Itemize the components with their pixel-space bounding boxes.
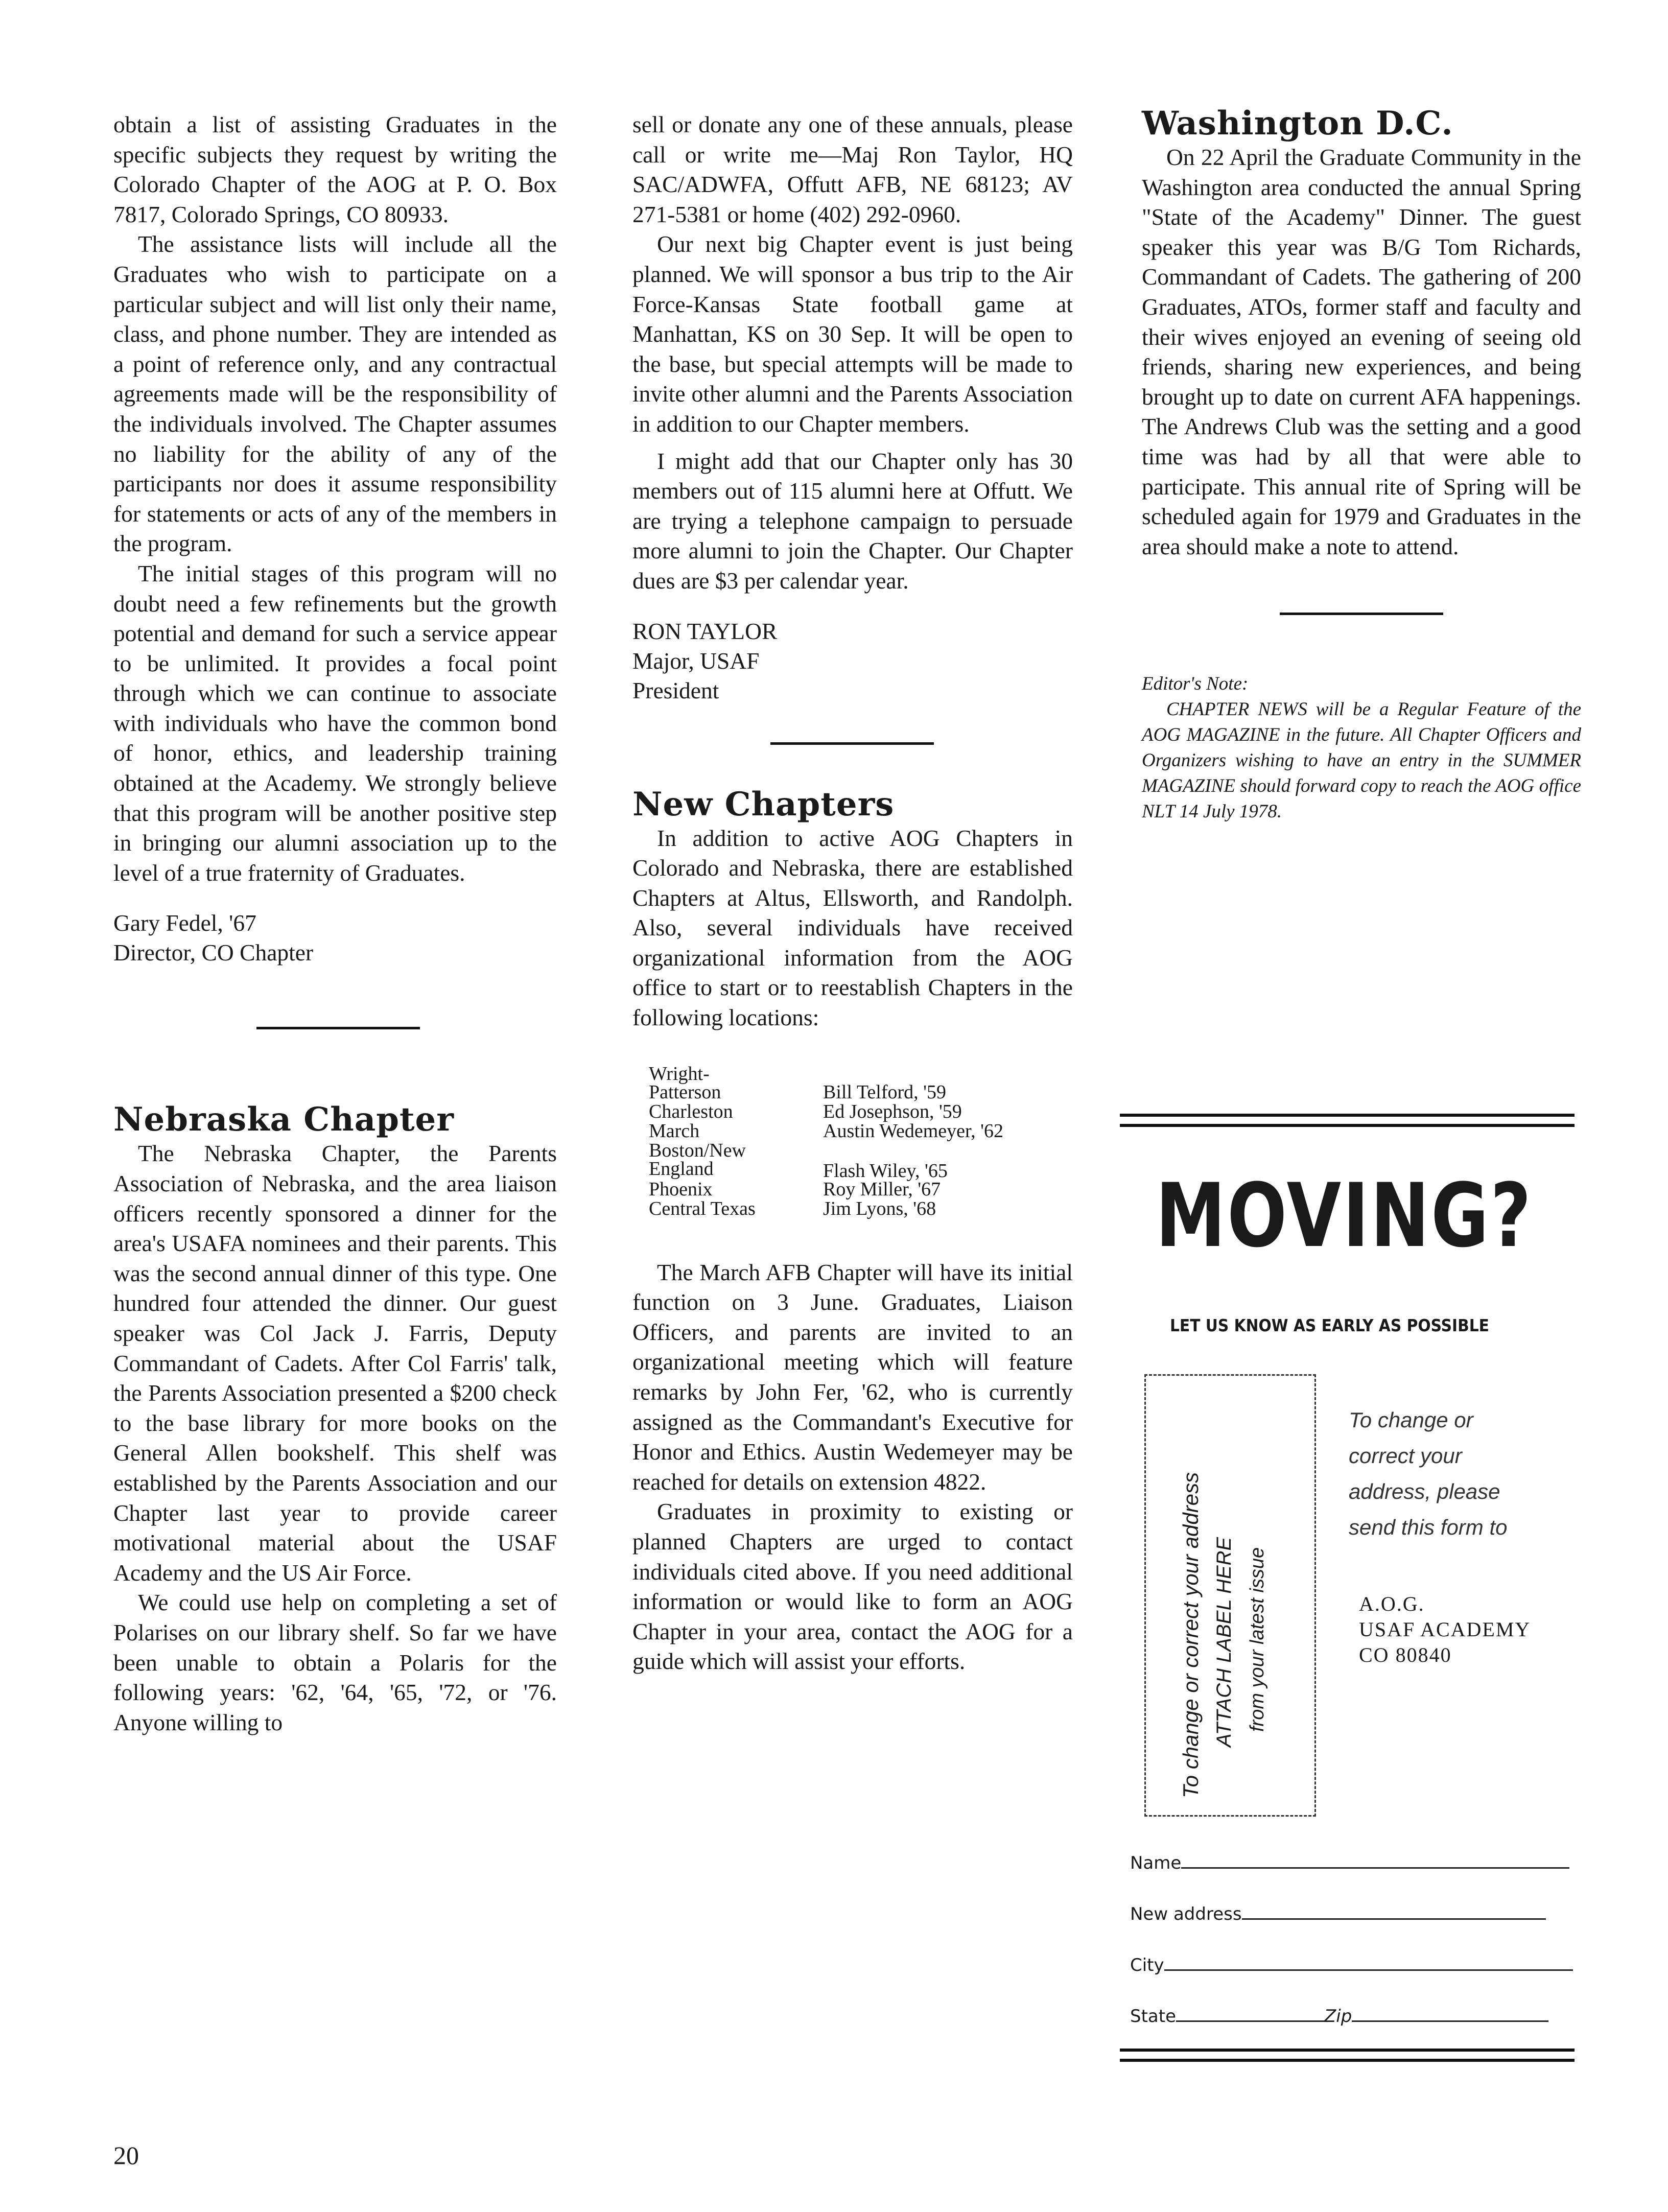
zip-label: Zip <box>1324 2006 1352 2027</box>
nebraska-chapter-heading: Nebraska Chapter <box>113 1100 454 1139</box>
offutt-paragraph: I might add that our Chapter only has 30 members out of 115 alumni here at Offutt. We are trying a telephone campaign to persuade more alumni to join the Chapter. Our Chapter dues are $3 per calendar year. <box>632 448 1073 594</box>
location-cell: Charleston <box>649 1100 733 1122</box>
march-afb-paragraph: The March AFB Chapter will have its initial function on 3 June. Graduates, Liaison Officers, and parents are invited to an organizational meeting which will feature remarks by John Fer, '62, who is currently assigned as the Commandant's Executive for Honor and Ethics. Austin Wedemeyer may be reached for details on extension 4822. <box>632 1259 1073 1495</box>
nebraska-continued-paragraph: sell or donate any one of these annuals, please call or write me—Maj Ron Taylor, HQ SAC/ADWFA, Offutt AFB, NE 68123; AV 271-5381 or home (402) 292-0960. <box>632 111 1073 227</box>
address-line: A.O.G. <box>1359 1592 1425 1615</box>
instruction-line: To change or <box>1349 1408 1473 1432</box>
address-line: USAF ACADEMY <box>1359 1618 1531 1641</box>
washington-paragraph: On 22 April the Graduate Community in the Washington area conducted the annual Spring "State of the Academy" Dinner. The guest speaker this year was B/G Tom Richards, Commandant of Cadets. The gathering of 200 Graduates, ATOs, former staff and faculty and their wives enjoyed an evening of seeing old friends, sharing new experiences, and being brought up to date on current AFA happenings. The Andrews Club was the setting and a good time was had by all that were able to participate. This annual rite of Spring will be scheduled again for 1979 and Graduates in the area should make a note to attend. <box>1142 144 1581 559</box>
bus-trip-paragraph: Our next big Chapter event is just being planned. We will sponsor a bus trip to the Air Force-Kansas State football game at Manhattan, KS on 30 Sep. It will be open to the base, but special attempts will be made to invite other alumni and the Parents Association in addition to our Chapter members. <box>632 231 1073 437</box>
co-chapter-paragraph-1: obtain a list of assisting Graduates in the specific subjects they request by writing the Colorado Chapter of the AOG at P. O. Box 7817, Colorado Springs, CO 80933. <box>113 111 557 227</box>
label-instruction-line-3: from your latest issue <box>1247 1547 1268 1732</box>
nebraska-paragraph-2: We could use help on completing a set of Polarises on our library shelf. So far we have been unable to obtain a Polaris for the following years: '62, '64, '65, '72, or '76. Anyone willing to <box>113 1589 557 1735</box>
editors-note-label: Editor's Note: <box>1142 673 1249 695</box>
name-field[interactable] <box>1130 1852 1569 1873</box>
contact-cell: Jim Lyons, '68 <box>823 1197 936 1219</box>
new-chapters-paragraph: In addition to active AOG Chapters in Colorado and Nebraska, there are established Chapters at Altus, Ellsworth, and Randolph. Also, several individuals have received organizational information from the AOG office to start or to reestablish Chapters in the following locations: <box>632 825 1073 1031</box>
new-chapters-heading: New Chapters <box>632 785 895 823</box>
instruction-line: address, please <box>1349 1479 1500 1503</box>
co-chapter-paragraph-2: The assistance lists will include all the Graduates who wish to participate on a particular subject and will list only their name, class, and phone number. They are intended as a point of reference only, and any contractual agreements made will be the responsibility of the individuals involved. The Chapter assumes no liability for the ability of any of the participants nor does it assume responsibility for statements or acts of any of the members in the program. <box>113 231 557 557</box>
signature-name: Gary Fedel, '67 <box>113 910 256 936</box>
location-cell: Central Texas <box>649 1197 756 1219</box>
label-instruction-line-1: To change or correct your address <box>1179 1472 1203 1798</box>
contact-cell: Ed Josephson, '59 <box>823 1100 962 1122</box>
location-cell: Phoenix <box>649 1178 713 1200</box>
name-input-line[interactable] <box>1181 1852 1569 1869</box>
form-instructions <box>1349 1402 1507 1545</box>
co-chapter-paragraph-3: The initial stages of this program will no doubt need a few refinements but the growth potential and demand for such a service appear to be unlimited. It provides a focal point through which we can continue to associate with individuals who have the common bond of honor, ethics, and leadership training obtained at the Academy. We strongly believe that this program will be another positive step in bringing our alumni association up to the level of a true fraternity of Graduates. <box>113 560 557 886</box>
editors-note-text: CHAPTER NEWS will be a Regular Feature of the AOG MAGAZINE in the future. All Chapter Officers and Organizers wishing to have an entry in the SUMMER MAGAZINE should forward copy to reach the AOG office NLT 14 July 1978. <box>1142 699 1581 822</box>
nebraska-paragraph-1: The Nebraska Chapter, the Parents Association of Nebraska, and the area liaison officers recently sponsored a dinner for the area's USAFA nominees and their parents. This was the second annual dinner of this type. One hundred four attended the dinner. Our guest speaker was Col Jack J. Farris, Deputy Commandant of Cadets. After Col Farris' talk, the Parents Association presented a $200 check to the base library for more books on the General Allen bookshelf. This shelf was established by the Parents Association and our Chapter last year to provide career motivational material about the USAF Academy and the US Air Force. <box>113 1140 557 1586</box>
location-cell: March <box>649 1120 700 1142</box>
page-number: 20 <box>113 2141 139 2170</box>
column-2 <box>632 110 1073 1677</box>
label-instruction-line-2: ATTACH LABEL HERE <box>1213 1537 1235 1747</box>
state-input-line[interactable] <box>1176 2005 1324 2022</box>
new-address-label: New address <box>1130 1904 1242 1924</box>
zip-input-line[interactable] <box>1352 2005 1548 2022</box>
city-input-line[interactable] <box>1164 1954 1573 1971</box>
signature-title: President <box>632 677 719 703</box>
chapter-locations-table <box>632 1064 1073 1232</box>
double-rule-top <box>1120 1114 1575 1127</box>
signature-name: RON TAYLOR <box>632 618 778 644</box>
state-zip-field[interactable] <box>1130 2005 1548 2027</box>
state-label: State <box>1130 2006 1176 2027</box>
new-address-field[interactable] <box>1130 1903 1546 1924</box>
address-line: CO 80840 <box>1359 1643 1452 1666</box>
contact-cell: Bill Telford, '59 <box>823 1081 946 1103</box>
location-cell: Boston/New <box>649 1139 746 1161</box>
contact-cell: Roy Miller, '67 <box>823 1178 941 1200</box>
location-cell: Patterson <box>649 1081 721 1103</box>
new-address-input-line[interactable] <box>1242 1903 1546 1920</box>
city-field[interactable] <box>1130 1954 1573 1975</box>
signature-rank: Major, USAF <box>632 647 760 674</box>
moving-subtitle: LET US KNOW AS EARLY AS POSSIBLE <box>1170 1315 1489 1335</box>
contact-cell: Flash Wiley, '65 <box>823 1160 948 1182</box>
city-label: City <box>1130 1955 1164 1975</box>
proximity-paragraph: Graduates in proximity to existing or planned Chapters are urged to contact individuals cited above. If you need additional information or would like to form an AOG Chapter in your area, contact the AOG for a guide which will assist your efforts. <box>632 1498 1073 1675</box>
location-cell: England <box>649 1158 714 1180</box>
instruction-line: correct your <box>1349 1444 1462 1468</box>
signature-title: Director, CO Chapter <box>113 939 314 966</box>
double-rule-bottom <box>1120 2049 1575 2062</box>
instruction-line: send this form to <box>1349 1515 1508 1539</box>
mailing-address <box>1359 1591 1531 1668</box>
moving-title: MOVING? <box>1156 1164 1533 1267</box>
location-cell: Wright- <box>649 1063 710 1085</box>
contact-cell: Austin Wedemeyer, '62 <box>823 1120 1003 1142</box>
column-3 <box>1142 105 1581 825</box>
column-1 <box>113 110 557 1737</box>
washington-dc-heading: Washington D.C. <box>1142 104 1453 143</box>
name-label: Name <box>1130 1853 1182 1873</box>
